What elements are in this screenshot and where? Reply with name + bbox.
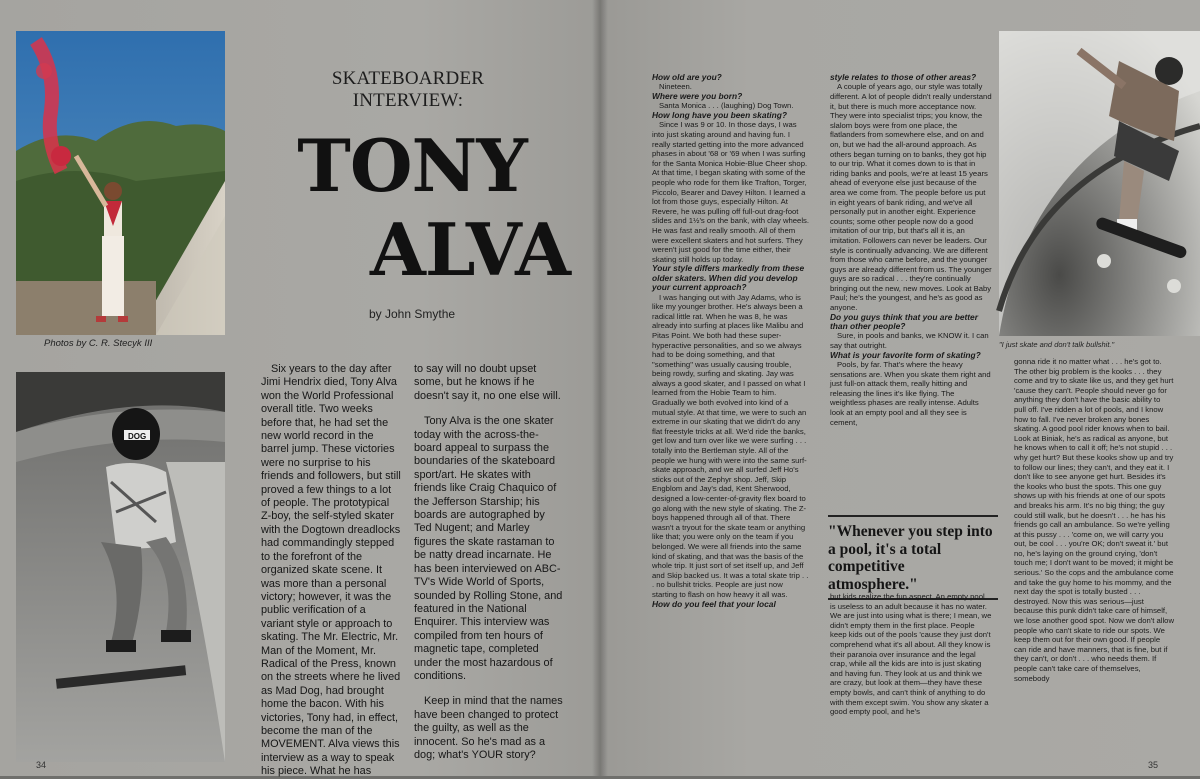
answer: Since I was 9 or 10. In those days, I was into just skating around and having fun. I really started getting into the more advanced phases in about '68 or '69 when I was surfing for the Santa Monica Hobie-Blue Cheer shop. At that time, I began skating with some of the people who rode for them like Trafton, Torger, Piccolo, Bearer and Davey Hilton. I learned a lot from those guys, especially Hilton. At Revere, he was pulling off full-out drag-foot slides and 1½'s on the bank, with clay wheels. He was fast and really smooth. All of them were excellent skaters and hot surfers. They weren't just good for the time either, their skating still holds up today.	[652, 120, 810, 264]
question: Where were you born?	[652, 91, 743, 101]
qa-column-1	[652, 73, 810, 773]
qa-column-2-continued	[830, 592, 992, 768]
question: Your style differs markedly from these older skaters. When did you develop your current approach?	[652, 263, 805, 293]
right-page	[600, 0, 1200, 776]
question: How old are you?	[652, 72, 722, 82]
byline: by John Smythe	[369, 307, 456, 321]
center-gutter	[592, 0, 608, 776]
answer: gonna ride it no matter what . . . he's got to. The other big problem is the kooks . . . they come and try to skate like us, and they get hurt 'cause they can't. People should never go for anything they don't have the basic ability to pull off. I've ridden a lot of pools, and I know how to fall. I've never broken any bones skating. A good pool rider knows when to bail. Look at Biniak, he's as radical as anyone, but he knows when to call it off; he's not stupid . . . why get hurt? But these kooks show up and try to follow our lines; they can't, and they eat it. I don't like to see anyone get hurt. Besides it's the kooks who bust the spots. This one guy shows up with his friends at one of our spots and breaks his arm. It's no big thing; the guy could still walk, but he doesn't . . . he has his friends go call an ambulance. So we're yelling at this pussy . . . 'come on, we will carry you out, be cool . . . you're OK; don't sweat it.' but no, he's laying on the ground crying, 'don't touch me; I don't want to be moved; it might be serious.' So the cops and the ambulance come and take the guy home to his mommy, and the next day the spot is totally busted . . . destroyed. Now this was serious—just because this punk didn't take care of himself, we lose another good spot. Now we don't allow people who can't skate to ride our spots. We keep them out for their own good. If people can ride and have manners, that is fine, but if they can't, or don't . . . who needs them. If people can't take care of themselves, somebody	[1014, 357, 1175, 683]
photo-credit: Photos by C. R. Stecyk III	[44, 338, 153, 349]
question: How do you feel that your local	[652, 598, 776, 609]
intro-paragraph: Six years to the day after Jimi Hendrix died, Tony Alva won the World Professional overall title. Two weeks before that, he had set the new world record in the barrel jump. These victories were no surprise to his friends and followers, but still proved a few things to a lot of people. The prototypical Z-boy, the self-styled skater with the Dogtown dreadlocks had commandingly stepped to the forefront of the organized skate scene. It was more than a personal victory; however, it was the public verification of a variant style or approach to skating. The Mr. Electric, Mr. Man of the Moment, Mr. Radical of the Press, known on the streets where he lived as Mad Dog, had brought home the bacon. With his victories, Tony had, in effect, become the man of the MOVEMENT. Alva views this interview as a way to speak his piece. What he has	[261, 363, 401, 778]
qa-column-2	[830, 73, 992, 511]
answer: A couple of years ago, our style was totally different. A lot of people didn't really understand it, but there is much more acceptance now. They were into specialist trips; you know, the slalom boys were from one place, the flatlanders from somewhere else, and on and on, but we had the all-around approach. As others began turning on to banks, they got hip to our trip. What it comes down to is that in riding banks and pools, we're at least 15 years ahead of everyone else just because of the area we come from. The people before us put in eight years of bank riding, and we've all personally put in another eight. Experience counts; some other people now do a good imitation of our trip, but that's all it is, an imitation. Followers can never be leaders. Our style is continually advancing. We are different from those who came before, and the younger guys are already different from us. The younger guys are so radical . . . they're continually bringing out the new, new moves. Look at Baby Paul; he's the youngest, and he's as good as anyone.	[830, 82, 992, 313]
page-number-left: 34	[36, 760, 47, 770]
title-first-name: TONY	[297, 123, 527, 208]
pull-quote: "Whenever you step into a pool, it's a total competitive atmosphere."	[828, 515, 998, 600]
question: How long have you been skating?	[652, 110, 787, 120]
answer: Pools, by far. That's where the heavy sensations are. When you skate them right and just full-on attack them, really hitting and releasing the lines it's like flying. The weightless phases are really intense. Adults look at an empty pool and all they see is cement,	[830, 360, 991, 427]
answer: but kids realize the fun aspect. An empty pool is useless to an adult because it has no water. We are just into using what is there; I mean, we didn't empty them in the first place. People keep kids out of the pools 'cause they just don't comprehend what it's all about. All they know is their paranoia over insurance and the legal crap, while all the kids are into is just skating and having fun. They look at us and think we are crazy, but look at them—they have these empty bowls, and can't think of anything to do with them except swim. You show any skater a good empty pool, and he's	[830, 592, 992, 717]
page-number-right: 35	[1148, 760, 1159, 770]
intro-paragraph: Tony Alva is the one skater today with the across-the-board appeal to surpass the boundaries of the skateboard sport/art. He skates with friends like Craig Chaquico of the Jefferson Starship; his boards are autographed by Ted Nugent; and Marley figures the skate rastaman to be natty dread incarnate. He has been interviewed on ABC-TV's Wide World of Sports, sounded by Rolling Stone, and featured in the National Enquirer. This interview was compiled from ten hours of magnetic tape, completed under the most hazardous of conditions.	[414, 415, 563, 682]
intro-paragraph: to say will no doubt upset some, but he knows if he doesn't say it, no one else will.	[414, 363, 561, 402]
pool-skater-photo	[999, 31, 1200, 336]
question: Do you guys think that you are better than other people?	[830, 311, 978, 332]
helmet-logo: DOG	[128, 432, 147, 441]
helmet-skater-photo	[16, 372, 225, 762]
interview-kicker: SKATEBOARDER INTERVIEW:	[331, 68, 485, 111]
answer: Nineteen.	[659, 82, 692, 92]
left-page	[0, 0, 600, 776]
title-last-name: ALVA	[369, 207, 571, 292]
answer: Sure, in pools and banks, we KNOW it. I can say that outright.	[830, 331, 989, 351]
answer: I was hanging out with Jay Adams, who is like my younger brother. He's always been a radical little rat. When he was 8, he was already into surfing at places like Malibu and Pitas Point. We both had these super-hyperactive personalities, and so we always had to be doing something, and that "something" was usually causing trouble, being rowdy, surfing and skating. Jay was always a good skater, and I passed on what I learned from the Hobie Team to him. Gradually we both evolved into kind of a mutual style. At that time, we were to such an extreme in our skating that we didn't do any flat freestyle tricks at all. We'd ride the banks, get low and turn over like we were surfing . . . totally into the Bertleman style. All of the people we hung with were into the same surf-skate approach, and we all surfed Jeff Ho's sticks out of the Zephyr shop. Jeff, Skip Engblom and Jay's dad, Kent Sherwood, designed a low-center-of-gravity flex board to go along with the new style of skating. The Z-boys happened through all of that. There wasn't a tryout for the skate team or anything like that; you were only on the team if you belonged. We were all friends into the same kind of skating, and that was the basis of the whole trip. It just sort of set itself up, and Jeff and Skip backed us. It was a total skate trip . . . no bullshit tricks. People are just now starting to flash on how heavy it all was.	[652, 292, 809, 599]
intro-paragraph: Keep in mind that the names have been changed to protect the guilty, as well as the innocent. So he's mad as a dog; what's YOUR story?	[414, 695, 563, 761]
qa-column-3	[1014, 357, 1174, 769]
intro-column-2	[414, 363, 564, 774]
intro-column-1	[261, 363, 401, 778]
paint-throw-photo	[16, 31, 225, 335]
question: What is your favorite form of skating?	[830, 349, 981, 360]
answer: Santa Monica . . . (laughing) Dog Town.	[659, 101, 794, 111]
photo-caption: "I just skate and don't talk bullshit."	[999, 340, 1115, 349]
question: style relates to those of other areas?	[830, 72, 977, 82]
